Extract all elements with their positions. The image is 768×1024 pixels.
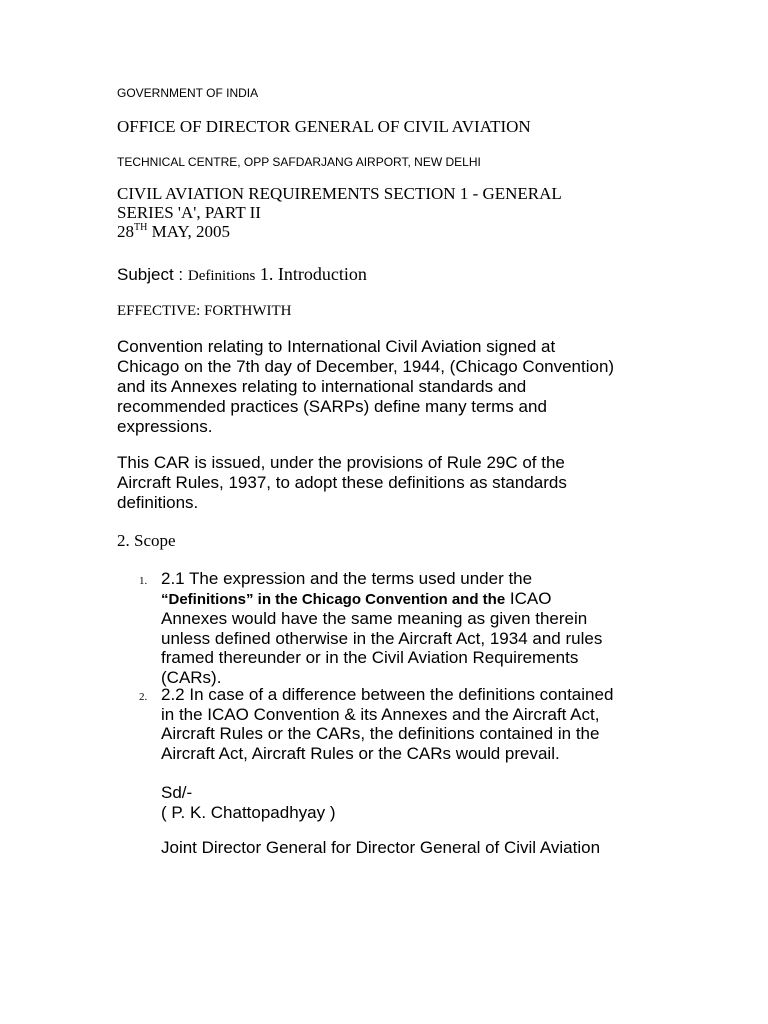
list-line: (CARs). (161, 667, 222, 687)
date-rest: MAY, 2005 (147, 222, 231, 241)
list-line: 2.2 In case of a difference between the definitions contained (161, 685, 614, 704)
list-line: in the ICAO Convention & its Annexes and the Aircraft Act, (161, 704, 600, 724)
paragraph-line: Convention relating to International Civil Aviation signed at (117, 337, 556, 356)
scope-heading: 2. Scope (117, 531, 176, 550)
list-line: 2.1 The expression and the terms used under the (161, 569, 533, 588)
signature-block (161, 783, 336, 823)
intro-paragraph-2 (117, 453, 567, 513)
date-day: 28 (117, 222, 134, 241)
list-line: Annexes would have the same meaning as given therein (161, 609, 588, 628)
paragraph-line: Aircraft Rules, 1937, to adopt these definitions as standards (117, 473, 567, 492)
scope-list-item (117, 569, 657, 689)
list-line-rest: ICAO (505, 588, 552, 608)
list-line: unless defined otherwise in the Aircraft Act, 1934 and rules (161, 628, 603, 648)
technical-centre-address: TECHNICAL CENTRE, OPP SAFDARJANG AIRPORT, NEW DELHI (117, 155, 481, 169)
subject-label: Subject : (117, 265, 188, 284)
issue-date (117, 222, 562, 241)
date-ordinal: TH (134, 222, 148, 233)
paragraph-line: Chicago on the 7th day of December, 1944, (Chicago Convention) (117, 357, 615, 376)
paragraph-line: This CAR is issued, under the provisions of Rule 29C of the (117, 453, 565, 472)
paragraph-line: definitions. (117, 493, 199, 512)
list-line: Aircraft Rules or the CARs, the definitions contained in the (161, 724, 600, 743)
effective-line: EFFECTIVE: FORTHWITH (117, 303, 292, 319)
paragraph-line: recommended practices (SARPs) define many terms and (117, 397, 547, 416)
signature-sd: Sd/- (161, 783, 193, 802)
list-line: framed thereunder or in the Civil Aviation Requirements (161, 648, 579, 667)
list-line: Aircraft Act, Aircraft Rules or the CARs would prevail. (161, 743, 560, 763)
subject-definitions: Definitions (187, 268, 256, 284)
list-item-text (161, 569, 602, 687)
subject-introduction: 1. Introduction (255, 264, 367, 284)
list-number: 2. (139, 691, 148, 703)
list-number: 1. (139, 575, 148, 587)
car-title-block (117, 184, 562, 241)
paragraph-line: expressions. (117, 417, 213, 436)
list-item-text (161, 685, 613, 763)
car-title-line2: SERIES 'A', PART II (117, 203, 261, 222)
list-line (161, 589, 602, 610)
intro-paragraph-1 (117, 337, 614, 437)
car-title-line1: CIVIL AVIATION REQUIREMENTS SECTION 1 - GENERAL (117, 184, 562, 203)
list-line-bold: “Definitions” in the Chicago Convention and the (161, 590, 506, 608)
government-heading: GOVERNMENT OF INDIA (117, 86, 259, 100)
signatory-name: ( P. K. Chattopadhyay ) (161, 803, 336, 822)
office-heading: OFFICE OF DIRECTOR GENERAL OF CIVIL AVIATION (117, 117, 531, 136)
scope-list-item (117, 685, 657, 765)
paragraph-line: and its Annexes relating to international standards and (117, 377, 527, 396)
signatory-designation: Joint Director General for Director General of Civil Aviation (161, 838, 601, 857)
subject-line (117, 264, 367, 285)
